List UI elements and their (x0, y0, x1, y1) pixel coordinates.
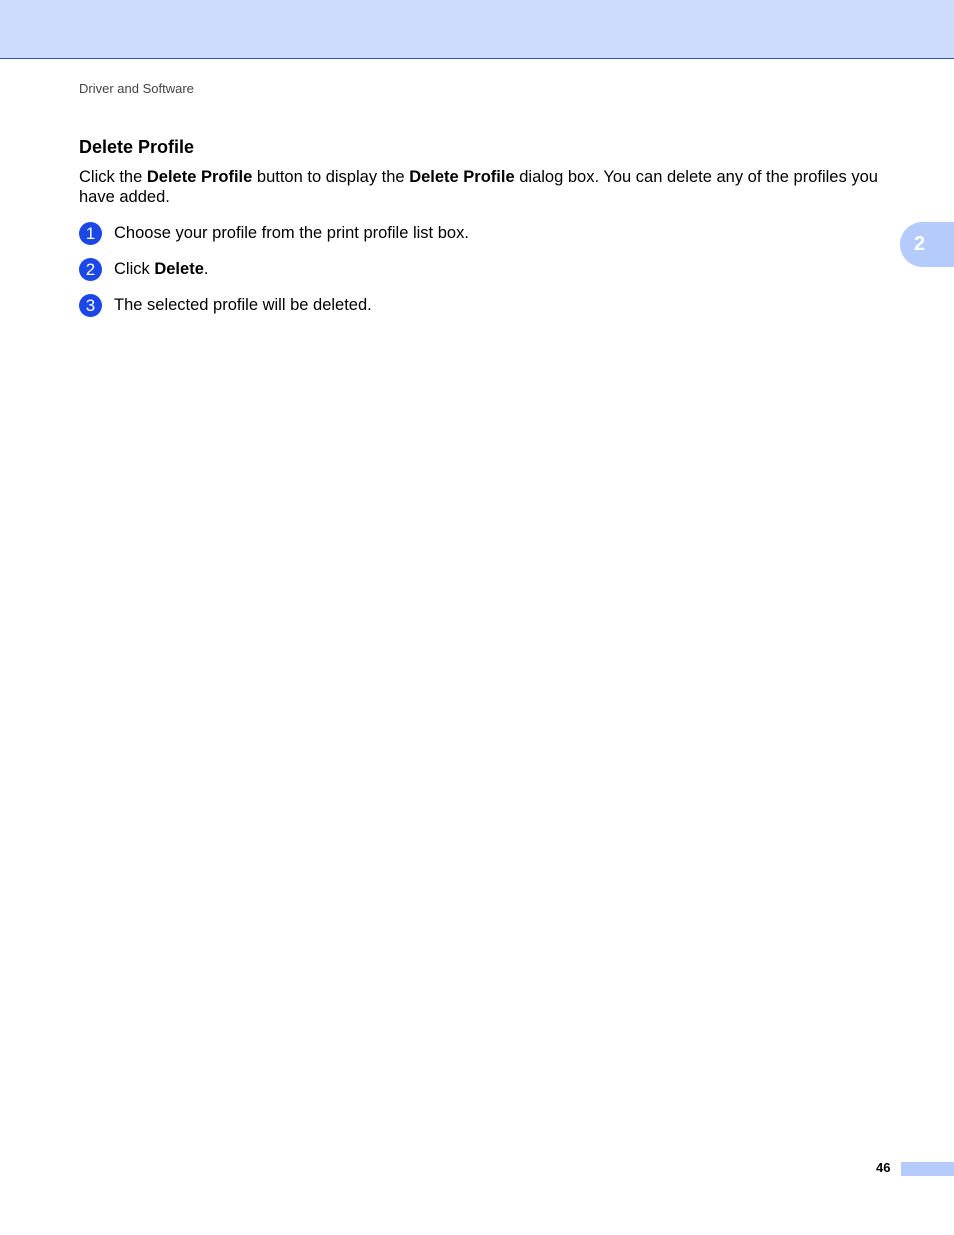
step-text-before: Click (114, 259, 155, 278)
step-number-badge: 2 (79, 258, 102, 281)
intro-text-2: button to display the (252, 168, 410, 186)
intro-bold-2: Delete Profile (409, 168, 515, 186)
step-text (114, 260, 208, 279)
intro-paragraph (79, 167, 889, 207)
running-header: Driver and Software (79, 81, 194, 96)
step-number-badge: 1 (79, 222, 102, 245)
step-1 (79, 221, 469, 245)
step-number-badge: 3 (79, 294, 102, 317)
step-text: The selected profile will be deleted. (114, 295, 372, 314)
step-text-after: . (203, 259, 209, 278)
page-number: 46 (876, 1160, 891, 1175)
intro-text-3: dialog box. You can delete any of the profiles you have added. (79, 168, 878, 206)
intro-text-1: Click the (79, 168, 147, 186)
section-title: Delete Profile (79, 137, 195, 157)
header-band (0, 0, 954, 59)
footer-bar (901, 1162, 954, 1176)
step-text-bold: Delete (154, 259, 204, 278)
step-3 (79, 293, 372, 317)
step-text: Choose your profile from the print profile list box. (114, 223, 469, 242)
chapter-tab: 2 (900, 222, 954, 267)
intro-bold-1: Delete Profile (146, 168, 253, 186)
step-2 (79, 257, 208, 281)
